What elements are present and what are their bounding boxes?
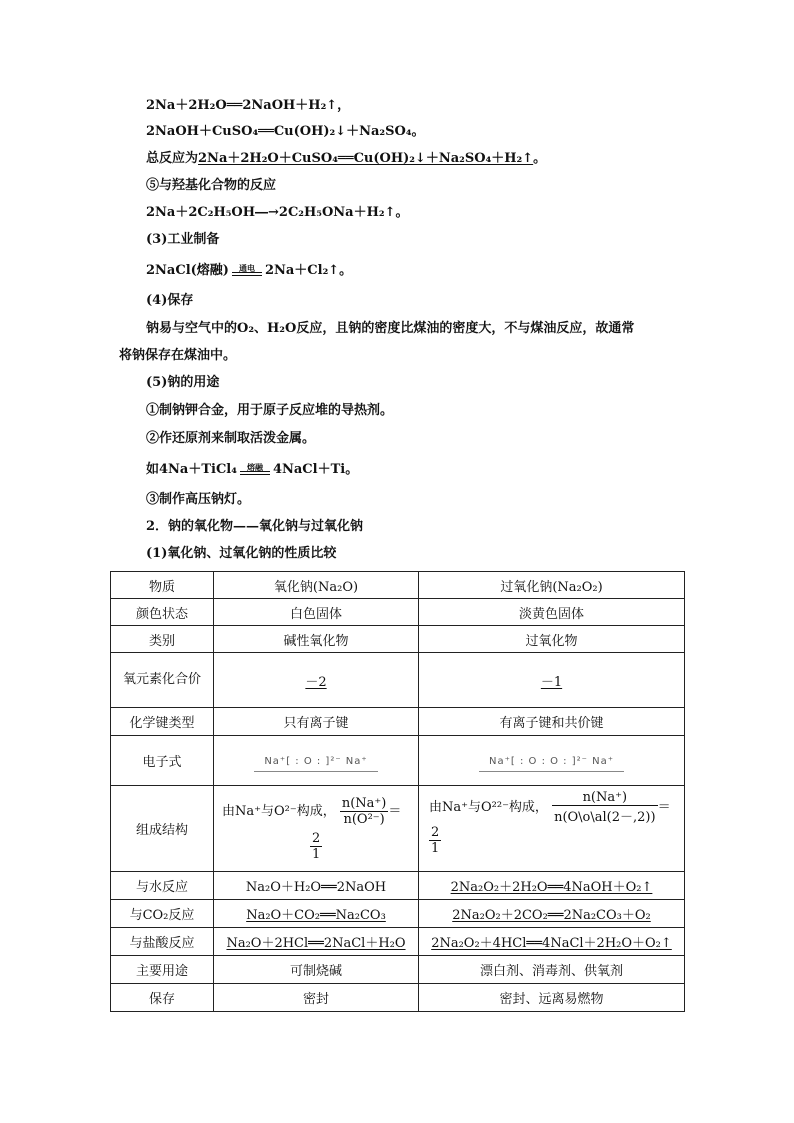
heading-storage: (4)保存 (146, 293, 194, 308)
table-cell (419, 736, 685, 786)
oxidation-state-value: －2 (305, 674, 327, 690)
total-reaction-equation: 2Na＋2H₂O＋CuSO₄══Cu(OH)₂↓＋Na₂SO₄＋H₂↑ (198, 151, 534, 166)
total-reaction-line (146, 150, 546, 168)
ticl4-right: 4NaCl＋Ti。 (272, 462, 359, 477)
ticl4-left: 如4Na＋TiCl₄ (146, 462, 237, 477)
reaction-equation: 2Na₂O₂＋4HCl══4NaCl＋2H₂O＋O₂↑ (431, 936, 672, 951)
reaction-equation: 2Na₂O₂＋2H₂O══4NaOH＋O₂↑ (450, 880, 653, 895)
table-header-row (111, 572, 685, 599)
fraction-denominator: n(O²⁻) (343, 811, 385, 827)
table-row (111, 736, 685, 786)
fraction-numerator: 2 (431, 825, 440, 840)
row-label: 化学键类型 (111, 708, 214, 736)
oxidation-state-value: －1 (540, 674, 563, 690)
row-label: 颜色状态 (111, 599, 214, 626)
table-cell (419, 872, 685, 900)
table-cell: 淡黄色固体 (419, 599, 685, 626)
reaction-condition-arrow (240, 463, 270, 477)
equation-na-water: 2Na＋2H₂O══2NaOH＋H₂↑， (146, 98, 351, 113)
header-cell: 过氧化钠(Na₂O₂) (419, 572, 685, 599)
electrolysis-left: 2NaCl(熔融) (146, 263, 229, 278)
fraction (552, 790, 658, 825)
equation-ticl4 (146, 461, 358, 479)
heading-industrial-prep: (3)工业制备 (146, 232, 220, 247)
table-cell: 过氧化物 (419, 626, 685, 653)
table-row (111, 626, 685, 653)
table-cell (214, 653, 419, 708)
fraction-denominator: 1 (312, 846, 321, 862)
fraction-denominator: n(O\o\al(2－,2)) (554, 810, 656, 825)
table-row (111, 708, 685, 736)
table-cell (419, 653, 685, 708)
table-cell: 密封、远离易燃物 (419, 984, 685, 1012)
row-label: 氧元素化合价 (111, 653, 214, 708)
table-row (111, 653, 685, 708)
row-label: 保存 (111, 984, 214, 1012)
row-label: 与盐酸反应 (111, 928, 214, 956)
table-cell (214, 928, 419, 956)
table-cell: 漂白剂、消毒剂、供氧剂 (419, 956, 685, 984)
equation-na-ethanol: 2Na＋2C₂H₅OH―→2C₂H₅ONa＋H₂↑。 (146, 205, 409, 220)
table-cell (214, 736, 419, 786)
fraction-numerator: n(Na⁺) (552, 790, 658, 806)
row-label: 电子式 (111, 736, 214, 786)
row-label: 组成结构 (111, 786, 214, 872)
table-cell: 只有离子键 (214, 708, 419, 736)
reaction-condition-arrow (232, 264, 262, 278)
table-row (111, 956, 685, 984)
row-label: 与水反应 (111, 872, 214, 900)
table-cell (419, 900, 685, 928)
electron-formula-na2o2: Na⁺[ : O : O : ]²⁻ Na⁺ (479, 750, 624, 772)
table-cell: 可制烧碱 (214, 956, 419, 984)
table-cell: 白色固体 (214, 599, 419, 626)
comparison-table (110, 571, 685, 1012)
table-row (111, 786, 685, 872)
structure-text: 由Na⁺与O²²⁻构成， (429, 800, 548, 815)
row-label: 主要用途 (111, 956, 214, 984)
table-cell (214, 786, 419, 872)
fraction-numerator: n(Na⁺) (341, 795, 387, 811)
use-item-2: ②作还原剂来制取活泼金属。 (146, 431, 316, 446)
header-cell: 氧化钠(Na₂O) (214, 572, 419, 599)
table-cell (214, 900, 419, 928)
heading-hydroxyl-reaction: ⑤与羟基化合物的反应 (146, 178, 277, 193)
condition-label: 通电 (238, 262, 255, 273)
ratio-value (429, 825, 441, 856)
equation-naoh-cuso4: 2NaOH＋CuSO₄══Cu(OH)₂↓＋Na₂SO₄。 (146, 124, 425, 139)
table-row (111, 599, 685, 626)
reaction-equation: Na₂O＋CO₂══Na₂CO₃ (246, 908, 386, 923)
electron-formula-na2o: Na⁺[ : O : ]²⁻ Na⁺ (254, 750, 377, 772)
equals-sign: ＝ (657, 800, 671, 815)
table-cell: 密封 (214, 984, 419, 1012)
condition-label: 熔融 (246, 461, 263, 472)
ratio-value (310, 831, 322, 862)
reaction-equation: Na₂O＋2HCl══2NaCl＋H₂O (226, 936, 406, 951)
table-row (111, 900, 685, 928)
header-cell: 物质 (111, 572, 214, 599)
equation-electrolysis (146, 262, 352, 280)
fraction-denominator: 1 (431, 841, 440, 856)
fraction-numerator: 2 (312, 830, 321, 846)
table-cell (419, 928, 685, 956)
structure-text: 由Na⁺与O²⁻构成， (222, 803, 336, 819)
row-label: 类别 (111, 626, 214, 653)
heading-uses: (5)钠的用途 (146, 375, 220, 390)
reaction-equation: 2Na₂O₂＋2CO₂══2Na₂CO₃＋O₂ (452, 908, 651, 923)
equals-sign: ＝ (388, 803, 402, 819)
table-cell: 碱性氧化物 (214, 626, 419, 653)
use-item-3: ③制作高压钠灯。 (146, 492, 251, 507)
table-cell: Na₂O＋H₂O══2NaOH (214, 872, 419, 900)
electrolysis-right: 2Na＋Cl₂↑。 (264, 263, 353, 278)
table-row (111, 928, 685, 956)
total-reaction-prefix: 总反应为 (146, 151, 199, 166)
table-cell: 有离子键和共价键 (419, 708, 685, 736)
storage-paragraph-line2: 将钠保存在煤油中。 (119, 348, 237, 363)
table-cell (419, 786, 685, 872)
use-item-1: ①制钠钾合金，用于原子反应堆的导热剂。 (146, 403, 394, 418)
total-reaction-suffix: 。 (533, 151, 547, 166)
storage-paragraph-line1: 钠易与空气中的O₂、H₂O反应，且钠的密度比煤油的密度大，不与煤油反应，故通常 (146, 321, 635, 336)
fraction (340, 796, 389, 827)
table-row (111, 872, 685, 900)
table-row (111, 984, 685, 1012)
heading-comparison: (1)氧化钠、过氧化钠的性质比较 (146, 546, 337, 561)
heading-sodium-oxides: 2．钠的氧化物——氧化钠与过氧化钠 (146, 519, 364, 534)
row-label: 与CO₂反应 (111, 900, 214, 928)
